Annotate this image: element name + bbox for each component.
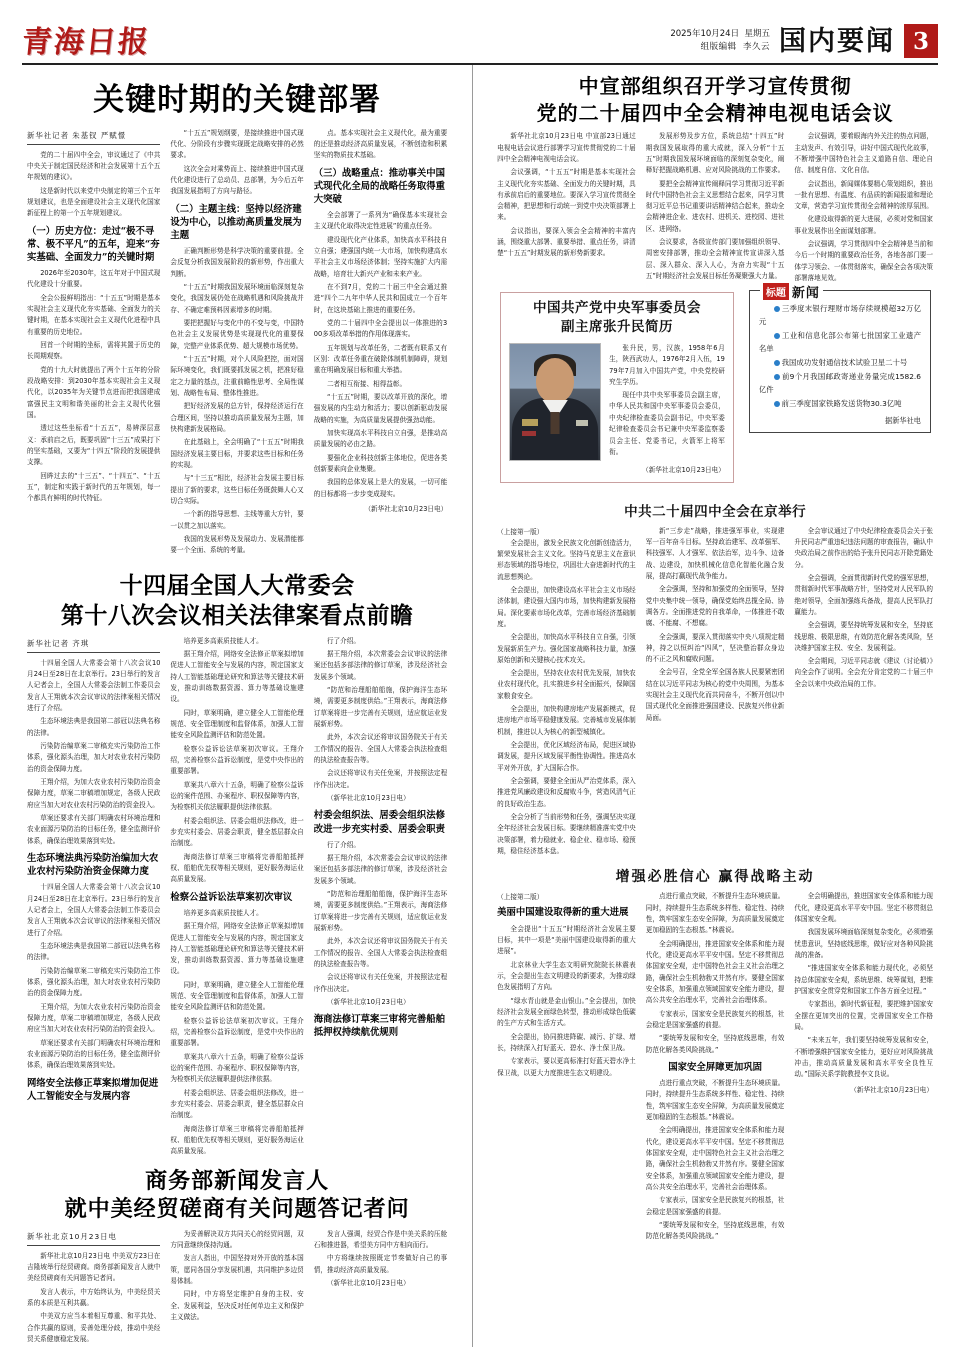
- body-paragraph: 同时，草案明确，建立健全人工智能伦理规范、安全管理制度和监督体系，加强人工智能安全风险监测评估和防范处置。: [170, 708, 304, 740]
- body-paragraph: 发展形势及步方位，系统总结“十四五”时期我国发展取得的重大成就，深入分析“十五五”时期我国发展环境面临的深刻复杂变化，阐释好把握战略机遇、应对风险挑战的工作要求。: [645, 132, 785, 175]
- npc-byline-rule: [27, 652, 160, 653]
- body-paragraph: 村委会组织法、居委会组织法修改，进一步充实村委会、居委会职责，健全基层群众自治制度。: [170, 1088, 304, 1120]
- body-paragraph: 全会明确提出，推进国家安全体系和能力现代化，建设更高水平平安中国。坚定不移贯彻总体国家安全观，走中国特色社会主义社会治理之路，确保社会生机勃勃又井然有序。要健全国家安全体系，加强重点领域国家安全能力建设，提高公共安全治理水平，完善社会治理体系。: [645, 939, 785, 1005]
- body-paragraph: “要统筹发展和安全，坚持底线思维，有效防范化解各类风险挑战。”: [645, 1221, 785, 1241]
- bullet-dot-icon: [774, 360, 780, 366]
- confidence-col2-body: [646, 891, 785, 1056]
- body-paragraph: 五年规划与改革任务，二者既有联系又有区别：改革任务重在破除体制机制障碍，规划重在明确发展目标和重大举措。: [313, 343, 448, 375]
- body-paragraph: 全会提出，协同推进降碳、减污、扩绿、增长，持续深入打好蓝天、碧水、净土保卫战。: [497, 1032, 636, 1052]
- prop-col1-body: [497, 131, 636, 260]
- column-2: [165, 128, 308, 559]
- body-paragraph: 党的二十届四中全会，审议通过了《中共中央关于制定国民经济和社会发展第十五个五年规划的建议》。: [27, 150, 161, 182]
- npc-column-1: [22, 636, 165, 1160]
- masthead-right: [670, 24, 938, 58]
- body-paragraph: 发言人表示，中方始终认为，中美经贸关系的本质是互利共赢。: [27, 1287, 161, 1307]
- headline-news-tag: [760, 282, 823, 301]
- body-paragraph: 行了介绍。: [326, 840, 360, 849]
- body-paragraph: 同时，中方将坚定维护自身的主权、安全、发展利益，坚决反对任何单边主义和保护主义做法。: [170, 1290, 304, 1321]
- body-paragraph: 生态环境法典是我国第二部冠以法典名称的法律。: [27, 942, 161, 962]
- article-source: （新华社北京10月23日电）: [364, 504, 448, 513]
- mofcom-headline-line2: 就中美经贸磋商有关问题答记者问: [64, 1195, 410, 1222]
- article-npc-session: [22, 572, 452, 1160]
- body-paragraph: 专家表示，国家安全是民族复兴的根基，社会稳定是国家强盛的前提。: [645, 1009, 785, 1030]
- confidence-sub-2: 国家安全屏障更加巩固: [668, 1062, 762, 1073]
- propaganda-headline-line1: 中宣部组织召开学习宣传贯彻: [578, 74, 852, 98]
- body-paragraph: 据王翔介绍，本次常委会会议审议的法律案还包括多部法律的修订草案，涉及经济社会发展多个领域。: [313, 854, 448, 885]
- body-paragraph: 一个新的指导思想、主线等重大方针，要一以贯之加以落实。: [170, 510, 304, 530]
- section-subhead: （一）历史方位：走过“极不寻常、极不平凡”的五年，迎来“夯实基础、全面发力”的关键时期: [27, 225, 160, 263]
- confidence-column-3: [789, 891, 938, 1244]
- body-paragraph: “推进国家安全体系和能力现代化，必须坚持总体国家安全观，系统思维、统筹谋划，把维护国家安全贯穿党和国家工作各方面全过程。”: [794, 964, 933, 996]
- plenum-columns: [492, 526, 938, 860]
- body-paragraph: 要把把握好与变化中的不变与变，中国特色社会主义发展优势是实现现代化的重要保障，完整产业体系优势、超大规模市场优势。: [170, 318, 304, 350]
- body-paragraph: 草案还要求有关部门明确农村环境治理和农业面源污染防治的目标任务，健全监测评价体系，确保治理效果落到实处。: [27, 814, 161, 845]
- body-paragraph: 全会明确提出，推进国家安全体系和能力现代化，建设更高水平平安中国。坚定不移贯彻总体国家安全观，走中国特色社会主义社会治理之路，确保社会生机勃勃又井然有序。要健全国家安全体系，加强重点领域国家安全能力建设，提高公共安全治理水平，完善社会治理体系。: [645, 1126, 785, 1192]
- body-paragraph: 会议强调，学习贯彻四中全会精神是当前和今后一个时期的重要政治任务，各地各部门要一体学习领会、一体贯彻落实，确保全会各项决策部署落地见效。: [794, 240, 933, 283]
- body-paragraph: 回首一个时期的坐标，需将其置于历史的长周期观察。: [27, 340, 161, 361]
- boxes-row: [492, 286, 938, 490]
- mofcom-byline: 新华社北京10月23日电: [27, 1231, 117, 1241]
- headline-news-item[interactable]: 前三季度国家铁路发送货物30.3亿吨: [759, 398, 921, 411]
- confidence-sub-1: 美丽中国建设取得新的重大进展: [497, 907, 629, 919]
- headline-news-item[interactable]: 我国成功发射通信技术试验卫星二十号: [759, 357, 921, 370]
- body-paragraph: 海商法修订草案三审稿将完善船舶抵押权、船舶优先权等相关规则，更好服务海运业高质量发展。: [170, 852, 304, 884]
- bio-title-line2: 副主席张升民简历: [561, 319, 673, 335]
- body-paragraph: 会议还将审议有关任免案，并按照法定程序作出决定。: [313, 973, 448, 993]
- body-paragraph: 2026年至2030年，这五年对于中国式现代化建设十分重要。: [27, 269, 161, 289]
- byline-rule: [27, 144, 160, 145]
- body-paragraph: “十五五”规划纲要，是接续推进中国式现代化、分阶段有步骤实现既定战略安排的必然要求。: [170, 128, 304, 160]
- article-propaganda-meeting: [492, 75, 938, 286]
- byline: 新华社记者 朱基钗 严赋憬: [27, 130, 126, 140]
- body-paragraph: 全会强调，全面贯彻新时代党的强军思想，贯彻新时代军事战略方针，坚持党对人民军队的绝对领导，全面加强练兵备战，提高人民军队打赢能力。: [794, 573, 933, 616]
- bullet-dot-icon: [774, 333, 780, 339]
- portrait-medal-icon: [522, 419, 538, 426]
- body-paragraph: 点进行重点突破，不断提升生态环境质量。同时，持续提升生态系统多样性、稳定性、持续性，筑牢国家生态安全屏障，为高质量发展奠定更加稳固的生态根基。”林震说。: [645, 892, 785, 935]
- npc-sub-3: 检察公益诉讼法草案初次审议: [170, 891, 293, 903]
- body-paragraph: 据王翔介绍，网络安全法修正草案拟增加促进人工智能安全与发展的内容，规定国家支持人工智能基础理论研究和算法等关键技术研发，推动训练数据资源、算力等基础设施建设。: [170, 922, 304, 976]
- body-paragraph: 全会提出，坚持农业农村优先发展，加快农业农村现代化，扎实推进乡村全面振兴，保障国家粮食安全。: [497, 669, 636, 700]
- portrait-ribbon-icon: [522, 431, 536, 436]
- body-paragraph: 透过这些坐标看“十五五”，易辨深层意义：承前启之后，既要巩固“十三五”成果打下的坚实基础，又要为“十四五”阶段的发展提供支撑。: [27, 424, 161, 467]
- confidence-continued-from: （上接第二版）: [497, 893, 544, 902]
- body-paragraph: （新华社北京10月23日电）: [326, 1278, 410, 1287]
- propaganda-column-1: [492, 131, 641, 286]
- body-paragraph: 海商法修订草案三审稿将完善船舶抵押权、船舶优先权等相关规则，更好服务海运业高质量发展。: [170, 1124, 304, 1156]
- section-subhead: （三）战略重点：推动事关中国式现代化全局的战略任务取得重大突破: [313, 167, 446, 205]
- npc-column-2: [165, 636, 308, 1160]
- bullet-dot-icon: [774, 401, 780, 407]
- body-paragraph: “十五五”时期我国发展环境面临深刻复杂变化，我国发展仍处在战略机遇和风险挑战并存、不确定难预料因素增多的时期。: [170, 283, 304, 314]
- masthead: [22, 0, 938, 58]
- mofcom-columns: [22, 1229, 452, 1348]
- body-paragraph: “要统筹发展和安全，坚持底线思维，有效防范化解各类风险挑战。”: [645, 1034, 785, 1054]
- body-paragraph: 据王翔介绍，本次常委会会议审议的法律案还包括多部法律的修订草案，涉及经济社会发展多个领域。: [313, 650, 448, 681]
- page-body: [22, 65, 938, 1347]
- page-number-badge: 3: [904, 24, 938, 58]
- section-title: 国内要闻: [779, 25, 895, 57]
- body-paragraph: 要把全会精神宣传阐释同学习贯彻习近平新时代中国特色社会主义思想结合起来，同学习贯彻习近平总书记重要讲话精神结合起来，推动全会精神进企业、进农村、进机关、进校园、进社区、进网络。: [645, 179, 785, 233]
- plenum-continued-from: （上接第一版）: [497, 527, 544, 536]
- bullet-dot-icon: [774, 306, 780, 312]
- mofcom-col2-body: [170, 1229, 303, 1324]
- prop-col3-body: [794, 131, 933, 284]
- left-half: [22, 65, 452, 1347]
- body-paragraph: 专家指出，新时代新征程，要把维护国家安全摆在更加突出的位置，完善国家安全工作格局。: [794, 1000, 933, 1032]
- body-paragraph: 在不到7月，党的二十届三中全会通过推进“四个二九年中华人民共和国成立一个百年时，在这块基础上推进的重要任务。: [313, 283, 448, 314]
- bio-paragraph: 现任中共中央军事委员会副主席，中华人民共和国中央军事委员会委员，中央纪律检查委员会副书记，中央军委纪律检查委员会书记兼中央军委监察委员会主任、党委书记，火箭军上将军衔。: [609, 390, 725, 457]
- body-paragraph: 在此基础上，全会明确了“十五五”时期我国经济发展主要目标，并要求这些目标和任务的实现。: [170, 438, 304, 469]
- body-paragraph: 全会提出，加快高水平科技自立自强，引领发展新质生产力。强化国家战略科技力量，加强原始创新和关键核心技术攻关。: [497, 633, 636, 664]
- plenum-column-3: [789, 526, 938, 860]
- body-paragraph: 点进行重点突破，不断提升生态环境质量。同时，持续提升生态系统多样性、稳定性、持续性，筑牢国家生态安全屏障，为高质量发展奠定更加稳固的生态根基。”林震说。: [645, 1079, 785, 1122]
- confidence-col2-extra: [646, 1078, 785, 1243]
- body-paragraph: 全会提出“十五五”时期经济社会发展主要目标，其中一项是“美丽中国建设取得新的重大进展”。: [497, 924, 636, 956]
- npc-sub-1: 生态环境法典污染防治编加大农业农村污染防治资金保障力度: [27, 853, 159, 878]
- body-paragraph: 生态环境法典是我国第二部冠以法典名称的法律。: [27, 717, 161, 737]
- body-paragraph: 我国的发展形势及发展动力、发展潜能都要一个全面、系统的考量。: [170, 534, 304, 555]
- body-paragraph: 为妥善解决双方共同关心的经贸问题，双方同意继续保持沟通。: [170, 1229, 304, 1249]
- plenum-column-2: [641, 526, 790, 860]
- npc-headline-line2: 第十八次会议相关法律案看点前瞻: [60, 601, 414, 629]
- body-paragraph: 据王翔介绍，网络安全法修正草案拟增加促进人工智能安全与发展的内容，规定国家支持人工智能基础理论研究和算法等关键技术研发，推动训练数据资源、算力等基础设施建设。: [170, 650, 304, 704]
- masthead-meta: [670, 28, 770, 54]
- body-paragraph: 草案共八章六十五条，明确了检察公益诉讼的案件范围、办案程序、职权保障等内容，为检察机关依法履职提供法律依据。: [170, 1052, 304, 1084]
- newspaper-logo: 青海日报: [20, 25, 152, 60]
- body-paragraph: （新华社北京10月23日电）: [326, 997, 410, 1006]
- mofcom-col1-body: [27, 1251, 160, 1346]
- mofcom-byline-rule: [27, 1245, 160, 1246]
- body-paragraph: 全会期间，习近平同志就《建议（讨论稿）》向全会作了说明。全会充分肯定党的二十届三中全会以来中央政治局的工作。: [794, 657, 933, 688]
- headline-news-item[interactable]: 前9个月我国邮政寄递业务量完成1582.6亿件: [758, 372, 921, 395]
- headline-news-box: [749, 286, 931, 433]
- body-paragraph: 党的十九大时就提出了两个十五年的分阶段战略安排：到2030年基本实现社会主义现代化，以2035年为关键节点进而把我国建成富强民主文明和谐美丽的社会主义现代化强国。: [27, 365, 161, 419]
- body-paragraph: 王翔介绍，为加大农业农村污染防治资金保障力度，草案二审稿增加规定，各级人民政府应当加大对农业农村污染防治的资金投入。: [27, 778, 161, 809]
- body-paragraph: 会议强调，“十五五”时期是基本实现社会主义现代化夯实基础、全面发力的关键时期，具有承前启后的重要地位。要深入学习宣传贯彻全会精神，把思想和行动统一到党中央决策部署上来。: [497, 168, 636, 222]
- column-1: [22, 128, 165, 559]
- body-paragraph: 全会提出，加快构建房地产发展新模式，促进房地产市场平稳健康发展。完善城市发展体制机制，推进以人为核心的新型城镇化。: [497, 705, 636, 736]
- body-paragraph: “绿水青山就是金山银山。”全会提出，加快经济社会发展全面绿色转型，推动形成绿色低碳的生产方式和生活方式。: [497, 996, 636, 1028]
- npc-columns: [22, 636, 452, 1160]
- headline-news-item[interactable]: 工业和信息化部公布第七批国家工业遗产名单: [758, 331, 921, 354]
- mofcom-column-3: [309, 1229, 452, 1348]
- bio-title-line1: 中国共产党中央军事委员会: [533, 300, 701, 317]
- body-paragraph: 会议强调，要着眼海内外关注的热点问题，主动发声、有效引导，讲好中国式现代化故事，不断增强中国特色社会主义道路自信、理论自信、制度自信、文化自信。: [794, 132, 933, 175]
- body-paragraph: 培养更多高素质技能人才。: [183, 908, 263, 917]
- body-paragraph: 新华社北京10月23日电 中宣部23日通过电视电话会议进行部署学习宣传贯彻党的二十届四中全会精神电视电话会议。: [497, 132, 636, 163]
- body-paragraph: 与“十三五”相比，经济社会发展主要目标提出了新的要求，这些目标任务既鼓舞人心又切合实际。: [170, 474, 304, 505]
- confidence-columns: [492, 891, 938, 1244]
- propaganda-column-2: [641, 131, 790, 286]
- confidence-column-1: [492, 891, 641, 1244]
- body-paragraph: 全会明确提出，推进国家安全体系和能力现代化，建设更高水平平安中国。坚定不移贯彻总体国家安全观。: [794, 892, 933, 924]
- body-paragraph: “十五五”时期，要以改革开放的深化，增强发展的内生动力和活力；要以创新驱动发展战略的实施，为高质量发展提供强劲动能。: [313, 392, 448, 424]
- confidence-source: （新华社北京10月23日电）: [850, 1085, 933, 1094]
- bio-body: [509, 343, 725, 461]
- right-half: [472, 65, 938, 1347]
- body-paragraph: 二者相互衔接、相得益彰。: [326, 379, 407, 388]
- bio-text: [609, 343, 725, 461]
- body-paragraph: 会议指出，新闻媒体要精心策划组织，推出一批有思想、有温度、有品质的新闻报道和理论文章，营造学习宣传贯彻全会精神的浓厚氛围。: [794, 179, 933, 211]
- propaganda-columns: [492, 131, 938, 286]
- column-3: [309, 128, 452, 559]
- npc-column-3: [309, 636, 452, 1160]
- body-paragraph: “防范和治理船舶船施，保护海洋生态环境，需要更多制度供给。”王翔表示，海商法修订草案将进一步完善有关规则，适应航运业发展新形势。: [313, 890, 448, 932]
- body-paragraph: 全会强调，要深入贯彻落实中央八项规定精神，持之以恒纠治“四风”，坚决整治群众身边的不正之风和腐败问题。: [645, 632, 785, 664]
- npc-col1-extra: [27, 882, 160, 1071]
- body-paragraph: 回眸过去的“十三五”、“十四五”、“十五五”，制定和实践于新时代的五年规划，每一个都具有鲜明的时代特征。: [27, 471, 161, 503]
- mofcom-column-1: [22, 1229, 165, 1348]
- body-paragraph: 我国发展环境面临深刻复杂变化，必须增强忧患意识，坚持底线思维，做好应对各种风险挑战的准备。: [794, 928, 933, 960]
- body-paragraph: 中方将继续按照既定节奏做好自己的事情，推动经济高质量发展。: [313, 1254, 448, 1274]
- body-paragraph: 建设现代化产业体系，加快高水平科技自立自强；建强国内统一大市场，加快构建高水平社会主义市场经济体制；坚持实施扩大内需战略，培育壮大新兴产业和未来产业。: [313, 235, 448, 278]
- body-paragraph: 全会分析了当前形势和任务，强调坚决实现全年经济社会发展目标。要继续精准落实党中央决策部署，着力稳就业、稳企业、稳市场、稳预期，稳住经济基本盘。: [497, 813, 636, 856]
- col1-body: [27, 150, 160, 505]
- body-paragraph: 发言人强调，经贸合作是中美关系的压舱石和推进器，希望美方同中方相向而行。: [313, 1229, 448, 1249]
- npc-sub-5: 海商法修订草案三审将完善船舶抵押权持续航优规则: [313, 1014, 446, 1039]
- article-confidence: [492, 866, 938, 1244]
- body-paragraph: 村委会组织法、居委会组织法修改，进一步充实村委会、居委会职责，健全基层群众自治制度。: [170, 816, 304, 848]
- body-paragraph: 会议还将审议有关任免案，并按照法定程序作出决定。: [313, 769, 448, 789]
- npc-col2-extra: [170, 908, 303, 1158]
- body-paragraph: 全会提出，优化区域经济布局，促进区域协调发展，提升区域发展平衡性协调性。推进高水平对外开放，扩大国际合作。: [497, 741, 636, 772]
- body-paragraph: 全会提出，加快建设高水平社会主义市场经济体制，建设强大国内市场，加快构建新发展格局。深化要素市场化改革，完善市场经济基础制度。: [497, 585, 636, 628]
- body-paragraph: （新华社北京10月23日电）: [326, 794, 410, 803]
- bullet-dot-icon: [774, 374, 780, 380]
- body-paragraph: 检察公益诉讼法草案初次审议。王翔介绍，完善检察公益诉讼制度，是党中央作出的重要部署。: [170, 744, 304, 776]
- mofcom-headline-line1: 商务部新闻发言人: [145, 1167, 330, 1194]
- body-paragraph: 行了介绍。: [326, 636, 360, 645]
- article-columns: [22, 128, 452, 559]
- npc-col3-body: [314, 636, 447, 805]
- body-paragraph: 全会公报鲜明指出：“十五五”时期是基本实现社会主义现代化夯实基础、全面发力的关键时期，在基本实现社会主义现代化进程中具有重要的历史地位。: [27, 293, 161, 336]
- body-paragraph: 草案共八章六十五条，明确了检察公益诉讼的案件范围、办案程序、职权保障等内容，为检察机关依法履职提供法律依据。: [170, 780, 304, 812]
- body-paragraph: 发言人指出，中国坚持对外开放的基本国策，愿同各国分享发展机遇，共同维护多边贸易体制。: [170, 1254, 304, 1285]
- body-paragraph: 北京林业大学生态文明研究院院长林震表示，全会提出生态文明建设的新要求，为推动绿色发展指明了方向。: [497, 960, 636, 992]
- body-paragraph: 点。基本实现社会主义现代化，最为重要的还是推动经济高质量发展，不断创造和积累坚实的物质技术基础。: [313, 128, 448, 160]
- portrait-insignia-icon: [576, 420, 588, 426]
- plenum-col3-body: [794, 526, 933, 691]
- bio-box-wrapper: [492, 286, 742, 490]
- headline-news-list: [759, 303, 921, 411]
- body-paragraph: 污染防治编草案二审稿充实污染防治工作体系，强化源头治理，加大对农业农村污染防治的资金保障力度。: [27, 966, 161, 998]
- body-paragraph: 正确判断形势是科学决策的重要前提。全会反复分析我国发展阶段的新形势，作出重大判断。: [170, 247, 304, 278]
- article-key-deployment: [22, 82, 452, 559]
- body-paragraph: 化建设取得新的更大进展，必须对党和国家事业发展作出全面谋划部署。: [794, 215, 933, 235]
- plenum-col1-body: [497, 538, 636, 858]
- headline-news-source: 据新华社电: [885, 416, 921, 426]
- body-paragraph: 十四届全国人大常委会第十八次会议10月24日至28日在北京举行。23日举行的发言人记者会上，全国人大常委会法制工作委员会发言人王翔就本次会议审议的法律案相关情况进行了介绍。: [27, 883, 161, 937]
- body-paragraph: “防范和治理船舶船施，保护海洋生态环境，需要更多制度供给。”王翔表示，海商法修订草案将进一步完善有关规则，适应航运业发展新形势。: [313, 686, 448, 729]
- body-paragraph: 全会审议通过了中央纪律检查委员会关于张升民同志严重违纪违法问题的审查报告，确认中央政治局之前作出的给予张升民同志开除党籍处分。: [794, 526, 933, 569]
- body-paragraph: 全会号召，全党全军全国各族人民要紧密团结在以习近平同志为核心的党中央周围，为基本实现社会主义现代化而共同奋斗，不断开创以中国式现代化全面推进强国建设、民族复兴伟业新局面。: [645, 668, 785, 722]
- weekday: 星期五: [744, 28, 770, 39]
- bio-paragraph: 张升民，男，汉族，1958年6月生，陕西武功人，1976年2月入伍，1979年7月加入中国共产党，中央党校研究生学历。: [609, 343, 725, 387]
- col3-body: [314, 128, 447, 500]
- npc-col3-extra: [314, 840, 447, 1009]
- col2-body: [170, 128, 303, 557]
- body-paragraph: 这是新时代以来党中央制定的第三个五年规划建议，也是全面建设社会主义现代化国家新征程上的第一个五年规划建议。: [27, 186, 161, 218]
- npc-sub-2: 网络安全法修正草案拟增加促进人工智能安全与发展内容: [27, 1077, 159, 1102]
- body-paragraph: 全会部署了一系列为“确保基本实现社会主义现代化取得决定性进展”的重点任务。: [313, 211, 448, 231]
- section-subhead: （二）主题主线：坚持以经济建设为中心，以推动高质量发展为主题: [170, 203, 302, 241]
- body-paragraph: 全会强调，要健全全面从严治党体系，深入推进党风廉政建设和反腐败斗争，营造风清气正的良好政治生态。: [497, 777, 636, 808]
- editor-name: 李久云: [742, 42, 770, 52]
- body-paragraph: 会议要求，各级宣传部门要加强组织领导、周密安排部署，推动全会精神宣传宣讲深入基层、深入群众、深入人心，为奋力实现“十五五”时期经济社会发展目标任务凝聚强大力量。: [645, 238, 785, 281]
- portrait-head: [536, 358, 574, 403]
- bio-source: （新华社北京10月23日电）: [642, 465, 725, 474]
- body-paragraph: 把好经济发展的总方针，保持经济运行在合理区间，坚持以推动高质量发展为主题，加快构建新发展格局。: [170, 402, 304, 433]
- body-paragraph: 新“三步走”战略，推进强军事业，实现建军一百年奋斗目标。坚持政治建军、改革强军、科技强军、人才强军、依法治军，边斗争、边备战、边建设，加快机械化信息化智能化融合发展，提高打赢现代战争能力。: [645, 526, 785, 580]
- article-mofcom: [22, 1169, 452, 1348]
- body-paragraph: 同时，草案明确，建立健全人工智能伦理规范、安全管理制度和监督体系，加强人工智能安全风险监测评估和防范处置。: [170, 980, 304, 1012]
- article-plenum: [492, 500, 938, 860]
- publication-date: 2025年10月24日: [670, 28, 740, 39]
- page-title: 关键时期的关键部署: [93, 82, 382, 118]
- headline-news-wrapper: [742, 286, 938, 442]
- npc-col2-body: [170, 636, 303, 886]
- body-paragraph: 要强化企业科技创新主体地位，促进各类创新要素向企业集聚。: [313, 453, 448, 473]
- npc-col1-body: [27, 658, 160, 847]
- body-paragraph: 王翔介绍，为加大农业农村污染防治资金保障力度，草案二审稿增加规定，各级人民政府应当加大对农业农村污染防治的资金投入。: [27, 1002, 161, 1034]
- tag-red-label: 标题: [763, 283, 789, 300]
- body-paragraph: “十五五”时期，对个人风险把控，面对国际环境变化，我们既要抓发展之机，把准好稳定之力量的基点，注重前瞻性思考、全局性谋划、战略性布局、整体性推进。: [170, 354, 304, 397]
- body-paragraph: 加快实现高水平科技自立自强，是推动高质量发展的必由之路。: [313, 428, 448, 449]
- confidence-headline: 增强必胜信心 赢得战略主动: [615, 869, 815, 886]
- propaganda-column-3: [789, 131, 938, 286]
- confidence-col1-body: [497, 924, 636, 1079]
- body-paragraph: 污染防治编草案二审稿充实污染防治工作体系，强化源头治理，加大对农业农村污染防治的资金保障力度。: [27, 742, 161, 773]
- prop-col2-body: [646, 131, 785, 282]
- body-paragraph: 此外，本次会议还将审议国务院关于有关工作情况的报告、全国人大常委会执法检查组的执法检查报告等。: [313, 937, 448, 968]
- body-paragraph: 检察公益诉讼法草案初次审议。王翔介绍，完善检察公益诉讼制度，是党中央作出的重要部署。: [170, 1016, 304, 1048]
- body-paragraph: 会议指出，要深入领会全会精神的丰富内涵，围绕重大部署、重要举措、重点任务，讲清楚“十五五”时期发展的新形势新要求。: [497, 226, 636, 258]
- body-paragraph: 培养更多高素质技能人才。: [183, 636, 263, 645]
- plenum-headline: 中共二十届四中全会在京举行: [624, 503, 807, 520]
- body-paragraph: 专家表示，国家安全是民族复兴的根基，社会稳定是国家强盛的前提。: [645, 1196, 785, 1216]
- portrait-tie: [551, 412, 560, 434]
- body-paragraph: 中美双方应当本着相互尊重、和平共处、合作共赢的原则，妥善处理分歧，推动中美经贸关系健康稳定发展。: [27, 1312, 161, 1343]
- propaganda-headline-line2: 党的二十届四中全会精神电视电话会议: [536, 100, 894, 125]
- tag-black-label: 新闻: [791, 286, 820, 302]
- body-paragraph: 此外，本次会议还将审议国务院关于有关工作情况的报告、全国人大常委会执法检查组的执法检查报告等。: [313, 733, 448, 765]
- body-paragraph: “未来五年，我们要坚持统筹发展和安全，不断增强维护国家安全能力，更好应对风险挑战冲击，推动高质量发展和高水平安全良性互动。”国际关系学院教授李文良说。: [794, 1036, 933, 1079]
- body-paragraph: 这次全会对乘势而上、接续推进中国式现代化建设进行了总动员、总部署，为今后五年我国发展指明了方向与路径。: [170, 164, 304, 196]
- body-paragraph: 新华社北京10月23日电 中美双方23日在吉隆坡举行经贸磋商。商务部新闻发言人就中美经贸磋商有关问题答记者问。: [27, 1251, 161, 1283]
- body-paragraph: 我国的总体发展上是大的发展，一切可能的目标都将一步步变成现实。: [313, 478, 448, 498]
- npc-byline: 新华社记者 齐琪: [27, 638, 90, 648]
- body-paragraph: 全会强调，要坚持统筹发展和安全，坚持底线思维、极限思维，有效防范化解各类风险，坚决维护国家主权、安全、发展利益。: [794, 621, 933, 652]
- editor-label: 组版编辑: [700, 42, 737, 52]
- headline-news-item[interactable]: 三季度末银行理财市场存续规模超32万亿元: [758, 304, 921, 327]
- body-paragraph: 党的二十届四中全会提出以一体推进的300多项改革举措的作用体现落实。: [313, 318, 448, 339]
- plenum-col2-body: [646, 526, 785, 725]
- body-paragraph: 全会提出，激发全民族文化创新创造活力，繁荣发展社会主义文化。坚持马克思主义在意识形态领域的指导地位，巩固壮大奋进新时代的主流思想舆论。: [497, 538, 636, 581]
- confidence-column-2: [641, 891, 790, 1244]
- plenum-column-1: [492, 526, 641, 860]
- mofcom-col3-body: [314, 1229, 447, 1290]
- body-paragraph: 草案还要求有关部门明确农村环境治理和农业面源污染防治的目标任务，健全监测评价体系，确保治理效果落到实处。: [27, 1038, 161, 1070]
- bio-box: [500, 292, 734, 482]
- npc-headline-line1: 十四届全国人大常委会: [119, 571, 355, 599]
- confidence-col3-body: [794, 891, 933, 1080]
- npc-sub-4: 村委会组织法、居委会组织法修改进一步充实村委、居委会职责: [313, 810, 446, 835]
- portrait-photo: [509, 343, 601, 461]
- body-paragraph: 专家表示，要以更高标准打好蓝天碧水净土保卫战，以更大力度推进生态文明建设。: [497, 1057, 636, 1077]
- body-paragraph: 全会强调，坚持和加强党的全面领导，坚持党中央集中统一领导，确保党始终总揽全局、协调各方。全面推进党的自我革命，一体推进不敢腐、不能腐、不想腐。: [645, 585, 785, 628]
- mofcom-column-2: [165, 1229, 308, 1348]
- body-paragraph: 十四届全国人大常委会第十八次会议10月24日至28日在北京举行。23日举行的发言人记者会上，全国人大常委会法制工作委员会发言人王翔就本次会议审议的法律案相关情况进行了介绍。: [27, 658, 161, 713]
